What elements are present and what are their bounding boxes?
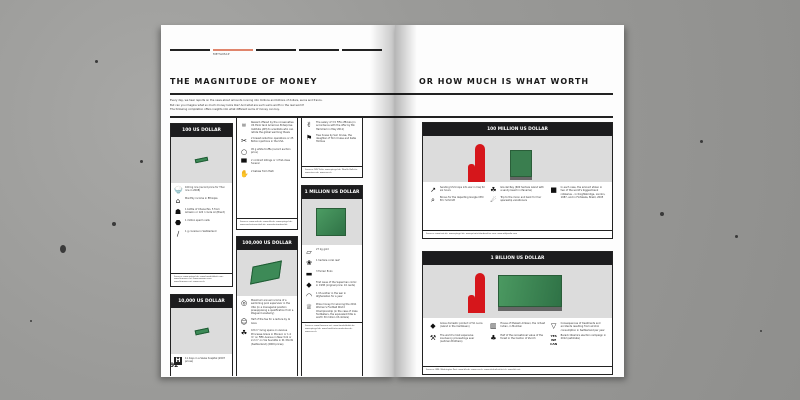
robber-icon: ■: [550, 186, 557, 194]
money-pallet-row: [498, 275, 562, 307]
header-bar: [256, 49, 296, 51]
victory-hand-icon: ✌: [306, 121, 312, 129]
list-item: ⌂ Monthly income in Ethiopia: [175, 197, 218, 205]
box-header: 100 US DOLLAR: [171, 124, 232, 137]
box-header: 1 MILLION US DOLLAR: [302, 186, 362, 199]
hospital-icon: H: [175, 357, 181, 364]
box-1-billion-usd: [422, 251, 613, 375]
island-icon: ☘: [490, 186, 497, 194]
wanted-poster-icon: ▤: [242, 122, 246, 127]
list-item: ↗ Sending US troops into war in Iraq for six hours: [430, 186, 485, 194]
money-image: [171, 308, 232, 354]
intro-line: But can you imagine what so much money looks like? And what are such sums worth in the real world?: [170, 103, 305, 107]
house-icon: ⌂: [175, 197, 181, 205]
intro-line: The following compilation offers insights into what different sums of money can buy.: [170, 108, 280, 112]
person-silhouette: [475, 144, 485, 182]
truffle-icon: ○: [240, 148, 248, 157]
box-header: 1 BILLION US DOLLAR: [423, 252, 612, 265]
page-title-left: THE MAGNITUDE OF MONEY: [170, 77, 318, 86]
section-label: METAMAP: [213, 52, 230, 56]
trophy-icon: ♕: [305, 303, 313, 311]
list-item: ▥ House of Mukesh Ambani, the richest Indian, in Mumbai: [490, 322, 545, 330]
background-speck: [660, 212, 664, 216]
title-rule: [395, 93, 613, 95]
scalpel-icon: ✂: [241, 137, 247, 146]
intro-rule: [395, 116, 613, 118]
list-item: ⌕ Bonus for the departing Google CEO Eric Schmidt: [429, 196, 485, 204]
cocktail-glass-icon: ▽: [550, 322, 557, 330]
background-speck: [700, 140, 703, 143]
rice-bowl-icon: 🍚: [174, 186, 183, 194]
list-item: ✌ The salary of 3.5 FIFA officials (in accordance with the offer by Bin Hammam in May 2011): [306, 121, 356, 131]
list-item: ⚑ Tree house by Suri Cruise, the daughter of Tom Cruise and Katie Holmes: [305, 133, 356, 144]
list-item: ■ In each case, the amount stolen in two of the world's biggest bank robberies – in Knightsbridge, London, 1987, and in Fortaleza, Brazil, 2005: [550, 186, 606, 199]
pallet-base: [510, 177, 532, 180]
money-image: [423, 265, 612, 318]
sources: Sources: www.finanzen.net, www.handelsblatt.de, www.spiegel.de, www.frankfurterrundschau.de, www.nzz.ch: [302, 322, 362, 335]
treehouse-icon: ⚑: [305, 133, 313, 142]
right-page: [395, 25, 624, 377]
box-100-million-usd: [422, 122, 613, 239]
banknote-bundles: [250, 260, 282, 284]
banknote: [195, 157, 209, 164]
list-item: YES WE CAN Barack Obama's election campaign in 2012 (estimate): [550, 333, 606, 346]
missile-icon: ↗: [430, 186, 436, 194]
sources: Sources: www.spiegel.de, www.handelsblatt.com, www.finanzen.net, www.amazon.com, www.finanzen.net, www.nzz.ch: [171, 273, 232, 286]
sources: Sources: NZZ Folio, www.spiegel.de, Wealth Bulletin, www.stern.de, www.nzz.ch: [302, 166, 362, 177]
superman-icon: ◆: [306, 281, 312, 289]
sources: Sources: www.sofo.de, www.dfo.de, www.spiegel.de, www.merkurtrauerkult.de, www.derstandard.de: [237, 218, 297, 229]
header-bar: [299, 49, 339, 51]
money-image: [423, 136, 612, 182]
rocket-icon: ☄: [490, 196, 497, 204]
box-10000-usd: [170, 294, 233, 376]
spine-shadow-left: [370, 25, 395, 377]
coral-reef-icon: ❀: [306, 259, 312, 267]
money-cube: [316, 208, 346, 236]
item-grid: [423, 182, 612, 208]
list-item: ✋ 2 babies from Haiti: [240, 170, 274, 179]
money-pallet: [510, 150, 532, 177]
list-item: ✂ 2 breast reduction operations or 25 Botox injections in the USA: [241, 137, 294, 146]
list-item: ♕ Prize money for winning the 2011 Women's Football World Championship (in the case of male footballers, the equivalent title is worth 30 million US dollars): [305, 303, 358, 320]
header-bar-accent: [213, 49, 253, 51]
list-item: 🍚 100 kg rice (record price for Thai rice in 2008): [174, 186, 225, 194]
box-header: 100 MILLION US DOLLAR: [423, 123, 612, 136]
al-gore-icon: ☺: [240, 318, 248, 327]
background-speck: [140, 160, 143, 163]
banknote-stack: [195, 328, 210, 336]
list-item: ▀ 2 contract killings or 1 first-class funeral: [241, 159, 291, 168]
intro-text: [170, 99, 400, 113]
spine-shadow-right: [395, 25, 417, 377]
list-item: ☘ Isla del Rey (600 hectare island with a sandy beach in Panama): [490, 186, 544, 194]
background-speck: [60, 245, 66, 253]
list-item: ▬ 3 Ferrari Enzo: [305, 270, 333, 278]
background-speck: [95, 60, 98, 63]
money-image: [237, 250, 297, 296]
background-speck: [760, 330, 762, 332]
page-title-right: OR HOW MUCH IS WHAT WORTH: [419, 77, 590, 86]
sources: Sources: www.tast.de, www.spiegel.de, www.privateislandsonline.com, www.wikipedia.com: [423, 230, 612, 238]
box-100-usd: [170, 123, 233, 287]
list-item: ○ 45 g white truffle (record auction price): [240, 148, 291, 157]
slave-icon: ✋: [240, 170, 249, 179]
money-image: [171, 137, 232, 183]
box-1-million-usd: [301, 185, 363, 376]
skyscraper-icon: ▥: [490, 322, 497, 330]
palm-tree-icon: ☘: [240, 329, 248, 338]
dog-silhouette: [468, 295, 475, 313]
list-item: ◎ Maximum annual income of a swimming pool supervisor in the USA (in a managerial position presupposing a qualification from a lifeguard academy): [240, 299, 294, 316]
list-item: H 11 days in a Swiss hospital (2007 prices): [175, 357, 226, 364]
st-lucia-map-icon: ◆: [430, 322, 436, 330]
list-item: ◠ 1 US soldier in the war in Afghanistan for a year: [305, 292, 347, 300]
hammer-icon: ⚒: [429, 333, 437, 342]
list-item: ♣ Half of the recreational value of the forest in the Canton of Zurich: [490, 333, 543, 342]
list-item: ☘ 0.8 m² living space on Avenue Princesse Grace in Monaco or 1.4 m² on Fifth Avenue in New York or 2.2 m² on Via Suvretta in St. Moritz (Switzerland) (2009 prices): [240, 329, 294, 346]
list-item: ☗ 1 bottle of Chanel No. 5 from Amazon or 124 l crude oil (Brent): [174, 208, 225, 216]
soldier-helmet-icon: ◠: [305, 292, 313, 300]
lifebuoy-icon: ◎: [240, 299, 248, 307]
background-speck: [30, 320, 32, 322]
sperm-bottle-icon: ⬣: [174, 219, 182, 227]
person-silhouette: [475, 273, 485, 313]
list-item: ⚒ The world's most expensive insolvency proceedings ever (Lehman Brothers): [429, 333, 475, 344]
cocaine-icon: ∕: [176, 230, 180, 238]
box-100000-usd: [236, 236, 298, 376]
pistol-icon: ▀: [241, 159, 247, 168]
box-header: 100,000 US DOLLAR: [237, 237, 297, 250]
list-item: ◆ Gross domestic product of St. Lucia (island in the Caribbean): [430, 322, 483, 330]
intro-line: Every day, we hear reports on the news about amounts running into millions and billions of dollars, euros and francs.: [170, 99, 323, 102]
list-item: ☺ Half of the fee for a lecture by Al Gore: [240, 318, 291, 327]
list-item: ☄ Trip to the moon and back for four spaceship vacationers: [490, 196, 542, 204]
dog-silhouette: [468, 164, 475, 182]
box-col3-top: [301, 118, 363, 178]
forest-icon: ♣: [490, 333, 497, 342]
gold-bar-icon: ▱: [306, 248, 312, 256]
list-item: ▽ Consequences of treatments and accidents resulting from alcohol consumption in Switzerland per year: [550, 322, 605, 332]
sources: Sources: IMM, Washington Post, www.bfs.de, www.nzz.ch, www.alcoholinstitut.ch, www.bfe.net: [423, 366, 612, 374]
list-item: ❀ 1 hectare coral reef: [306, 259, 340, 267]
pallet-base: [498, 307, 562, 311]
box-header: 10,000 US DOLLAR: [171, 295, 232, 308]
ferrari-icon: ▬: [305, 270, 313, 278]
title-rule: [170, 93, 395, 95]
yes-we-can-icon: YES WE CAN: [550, 333, 558, 346]
perfume-bottle-icon: ☗: [174, 208, 182, 216]
left-page: [161, 25, 395, 377]
box-col2-top: [236, 118, 298, 230]
background-speck: [112, 222, 116, 226]
background-speck: [735, 235, 738, 238]
money-image: [302, 199, 362, 245]
list-item: ▱ 27 kg gold: [306, 248, 329, 256]
header-bar: [170, 49, 210, 51]
list-item: ⬣ 1 million sperm cells: [174, 219, 210, 227]
list-item: ◆ First issue of the Superman comic in 1938 (original price: 10 cents): [306, 281, 357, 289]
item-grid: [423, 318, 612, 348]
list-item: ∕ 1 g cocaine in Switzerland: [174, 230, 229, 238]
list-item: ▤ Reward offered by the conservative US think tank American Enterprise Institute (AEI) to scientists who can refute the global warming thesis: [240, 121, 294, 134]
page-number: 92: [170, 362, 179, 369]
magnifier-icon: ⌕: [431, 196, 435, 204]
